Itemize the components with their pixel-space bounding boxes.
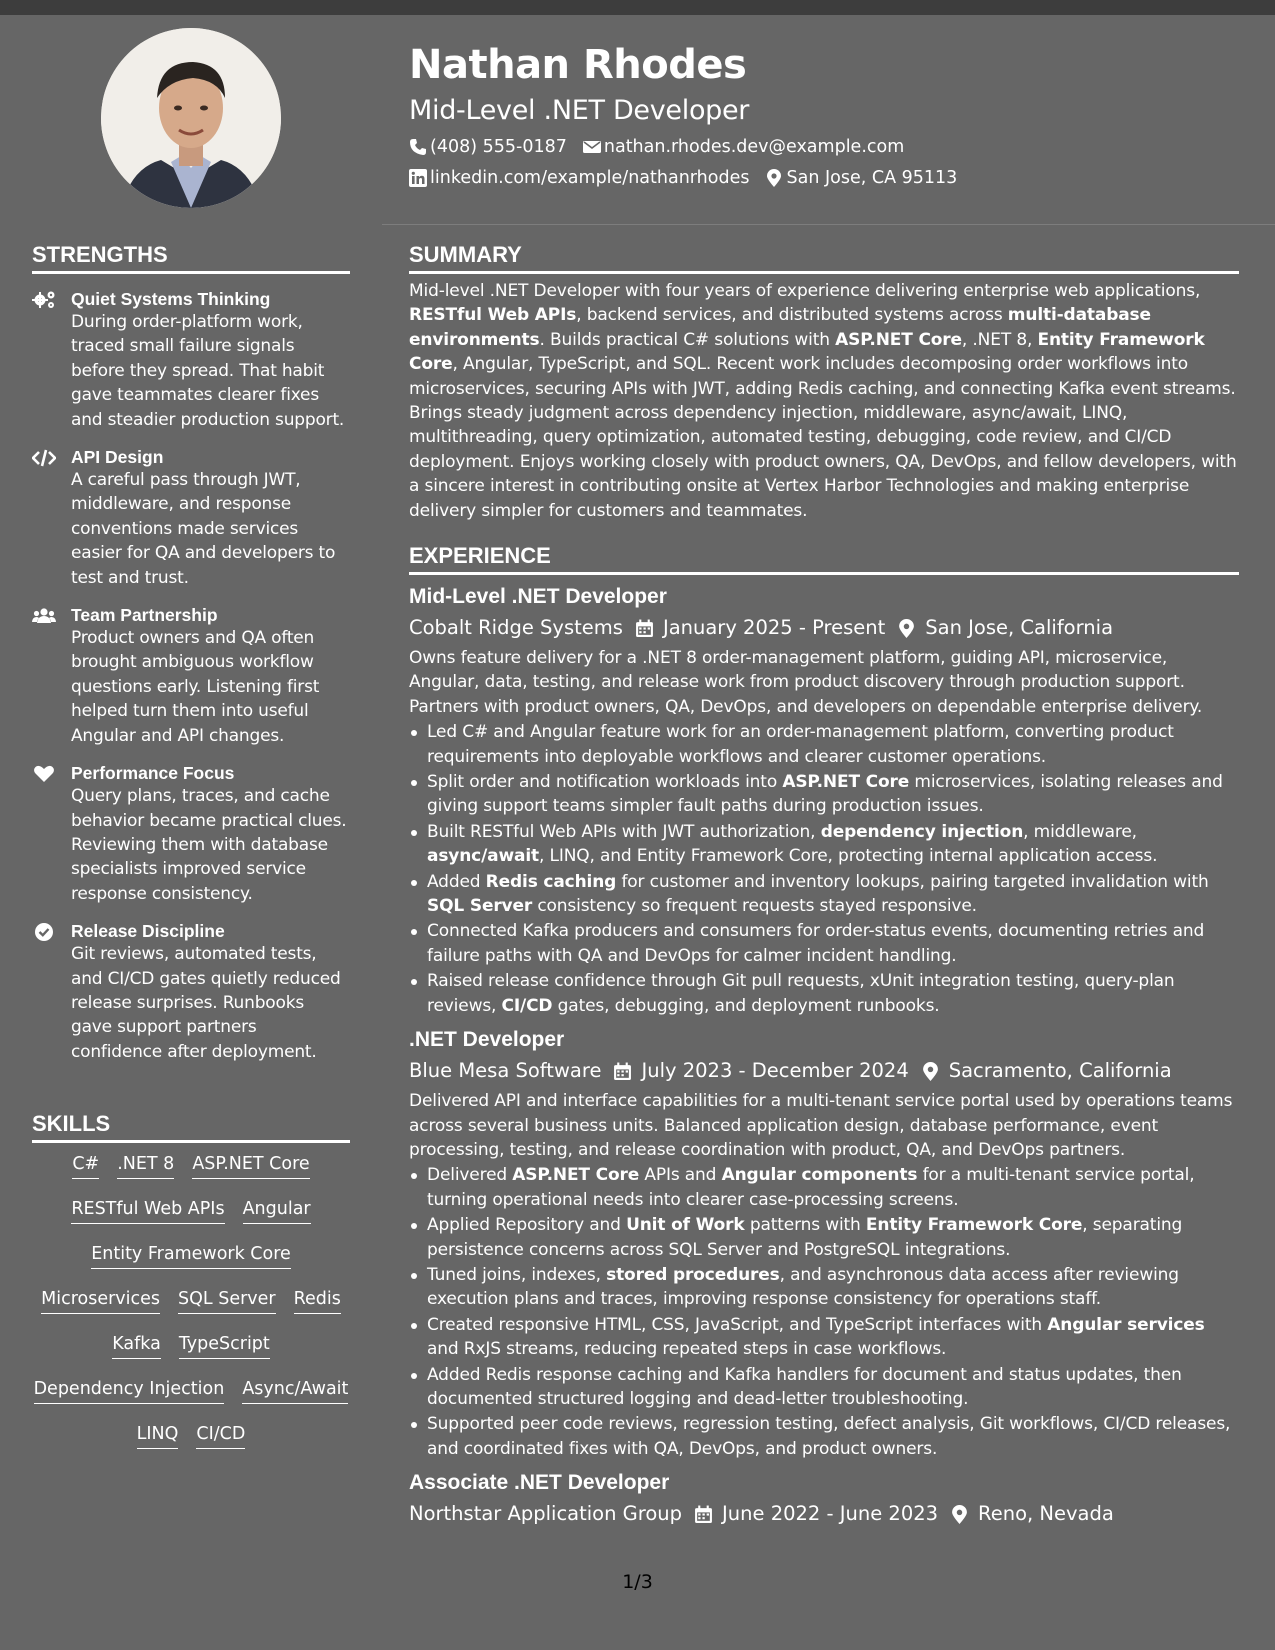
map-pin-icon	[897, 619, 916, 638]
skill-tag: ASP.NET Core	[192, 1152, 309, 1179]
bullet-item	[409, 1313, 1239, 1362]
linkedin-icon	[409, 169, 427, 187]
job-description: Owns feature delivery for a .NET 8 order-management platform, guiding API, microservice, Angular, data, testing, and release work from product discovery through production support. Partners with product owners, QA, DevOps, and developers on dependable enterprise delivery.	[409, 648, 1203, 717]
experience-title: EXPERIENCE	[409, 543, 1239, 575]
bullet-item	[409, 820, 1239, 869]
skill-tag: .NET 8	[117, 1152, 174, 1179]
job-title: .NET Developer	[409, 1028, 565, 1052]
phone-icon	[409, 138, 427, 156]
skills-title: SKILLS	[32, 1111, 350, 1143]
job-company: Northstar Application Group	[409, 1502, 683, 1526]
heart-icon	[32, 764, 56, 784]
text-segment: , backend services, and distributed systems across	[576, 305, 1008, 326]
strength-item	[32, 446, 350, 590]
bullet-item	[409, 1163, 1239, 1212]
job-title: Mid-Level .NET Developer	[409, 585, 667, 608]
skill-tag: Dependency Injection	[34, 1377, 225, 1404]
job-entry	[409, 1470, 1239, 1527]
skill-tag: SQL Server	[178, 1287, 276, 1314]
contact-linkedin[interactable]: linkedin.com/example/nathanrhodes	[409, 167, 749, 189]
strength-desc: Query plans, traces, and cache behavior became practical clues. Reviewing them with database specialists improved service response consistency.	[71, 786, 347, 904]
bullet-item	[409, 919, 1239, 968]
bullet-item	[409, 1363, 1239, 1412]
job-dates: January 2025 - Present	[662, 616, 886, 639]
job-bullets	[409, 720, 1239, 1018]
skill-tag: LINQ	[137, 1422, 179, 1449]
strength-desc: Git reviews, automated tests, and CI/CD gates quietly reduced release surprises. Runbooks gave support partners confidence after deployment.	[71, 944, 341, 1062]
text-segment: consistency so frequent requests stayed responsive.	[532, 896, 977, 917]
bullet-item	[409, 1412, 1239, 1461]
strength-title: Team Partnership	[71, 605, 218, 626]
text-segment: Built RESTful Web APIs with JWT authorization,	[427, 821, 821, 842]
contact-phone: (408) 555-0187	[409, 136, 567, 158]
job-location: Sacramento, California	[948, 1059, 1172, 1083]
skill-row	[32, 1188, 350, 1233]
users-icon	[32, 606, 56, 626]
map-pin-icon	[921, 1062, 940, 1081]
skill-tag: Microservices	[41, 1287, 160, 1314]
skill-tag: C#	[72, 1152, 99, 1179]
bullet-item	[409, 870, 1239, 919]
text-segment: Delivered	[427, 1165, 513, 1186]
calendar-icon	[694, 1505, 713, 1524]
skill-row	[32, 1143, 350, 1188]
text-segment: Led C# and Angular feature work for an order-management platform, converting product requirements into deployable workflows and clearer customer operations.	[427, 722, 1174, 767]
text-segment: and RxJS streams, reducing repeated steps in case workflows.	[427, 1339, 947, 1360]
text-segment: Raised release confidence through Git pull requests, xUnit integration testing, query-plan reviews,	[427, 971, 1175, 1016]
bullet-item	[409, 1213, 1239, 1262]
skill-tag: Async/Await	[242, 1377, 348, 1404]
text-segment: , LINQ, and Entity Framework Core, protecting internal application access.	[539, 846, 1158, 867]
text-segment: Split order and notification workloads into	[427, 772, 783, 793]
job-dates: July 2023 - December 2024	[641, 1059, 909, 1083]
text-segment: for a multi-tenant service portal, turning operational needs into clearer case-processing screens.	[427, 1165, 1195, 1210]
skill-row	[32, 1278, 350, 1323]
skill-tag: Angular	[243, 1197, 311, 1224]
job-company: Blue Mesa Software	[409, 1059, 602, 1083]
calendar-icon	[613, 1062, 632, 1081]
text-segment: , and asynchronous data access after reviewing execution plans and traces, improving response consistency for operations staff.	[427, 1264, 1179, 1310]
contact-row-1	[409, 136, 920, 158]
skill-row	[32, 1413, 350, 1458]
strength-title: Release Discipline	[71, 921, 225, 942]
job-dates: June 2022 - June 2023	[722, 1502, 939, 1526]
map-pin-icon	[765, 169, 783, 187]
contact-location: San Jose, CA 95113	[765, 167, 957, 189]
skill-tag: Kafka	[112, 1332, 161, 1359]
job-entry	[409, 1027, 1239, 1461]
skill-tag: Redis	[294, 1287, 341, 1314]
code-icon	[32, 448, 56, 468]
text-segment: APIs and	[639, 1165, 722, 1186]
skill-tag: TypeScript	[179, 1332, 270, 1359]
job-meta	[409, 1501, 1239, 1527]
strength-title: Quiet Systems Thinking	[71, 289, 271, 309]
bold-text: Entity Framework Core	[409, 329, 1205, 375]
envelope-icon	[583, 138, 601, 156]
text-segment: , middleware,	[1023, 821, 1137, 842]
strength-item	[32, 762, 350, 906]
text-segment: microservices, isolating releases and giving support teams simpler fault paths during production issues.	[427, 772, 1223, 817]
map-pin-icon	[950, 1505, 969, 1524]
text-segment: Added	[427, 871, 486, 892]
bold-text: Redis caching	[485, 871, 617, 892]
job-bullets	[409, 1163, 1239, 1461]
page-number: 1/3	[622, 1571, 653, 1593]
strength-title: API Design	[71, 447, 164, 468]
contact-row-2	[409, 167, 973, 189]
strengths-section	[32, 242, 350, 1064]
strength-desc: A careful pass through JWT, middleware, and response conventions made services easier for QA and developers to test and trust.	[71, 470, 336, 588]
skill-tag: RESTful Web APIs	[71, 1197, 224, 1224]
job-title: Associate .NET Developer	[409, 1471, 670, 1495]
strength-desc: During order-platform work, traced small failure signals before they spread. That habit gave teammates clearer fixes and steadier production support.	[71, 312, 345, 430]
summary-text	[409, 279, 1239, 523]
job-meta	[409, 1058, 1239, 1084]
avatar	[101, 28, 281, 208]
strengths-title: STRENGTHS	[32, 242, 350, 274]
job-company: Cobalt Ridge Systems	[409, 616, 623, 639]
calendar-icon	[635, 619, 654, 638]
experience-section	[409, 543, 1239, 1527]
candidate-title: Mid-Level .NET Developer	[409, 95, 750, 126]
bold-text: ASP.NET Core	[782, 772, 910, 793]
bold-text: Angular components	[721, 1165, 918, 1186]
gears-icon	[32, 290, 56, 310]
job-location: Reno, Nevada	[978, 1502, 1114, 1526]
job-description: Delivered API and interface capabilities for a multi-tenant service portal used by operations teams across several business units. Balanced application design, database performance, event processing, testing, and release coordination with product, QA, and DevOps partners.	[409, 1091, 1233, 1160]
bold-text: Unit of Work	[626, 1215, 745, 1236]
bold-text: CI/CD	[501, 995, 553, 1016]
bold-text: stored procedures	[606, 1264, 780, 1285]
summary-section	[409, 242, 1239, 523]
skill-row	[32, 1368, 350, 1413]
skill-tag: Entity Framework Core	[91, 1242, 291, 1269]
text-segment: patterns with	[744, 1215, 866, 1236]
bullet-item	[409, 969, 1239, 1018]
bold-text: SQL Server	[427, 896, 533, 917]
text-segment: Tuned joins, indexes,	[427, 1264, 607, 1285]
text-segment: Created responsive HTML, CSS, JavaScript, and TypeScript interfaces with	[427, 1314, 1048, 1335]
bold-text: ASP.NET Core	[512, 1165, 640, 1186]
bold-text: multi-database environments	[409, 305, 1151, 350]
bold-text: RESTful Web APIs	[409, 305, 577, 326]
text-segment: Supported peer code reviews, regression testing, defect analysis, Git workflows, CI/CD releases, and coordinated fixes with QA, DevOps, and product owners.	[427, 1414, 1231, 1459]
text-segment: Applied Repository and	[427, 1215, 627, 1236]
header-divider	[382, 224, 1275, 225]
strength-desc: Product owners and QA often brought ambiguous workflow questions early. Listening first helped turn them into useful Angular and API changes.	[71, 628, 320, 746]
text-segment: for customer and inventory lookups, pairing targeted invalidation with	[616, 871, 1209, 892]
candidate-name: Nathan Rhodes	[409, 42, 747, 88]
text-segment: gates, debugging, and deployment runbooks.	[552, 995, 940, 1016]
job-meta	[409, 615, 1239, 641]
text-segment: . Builds practical C# solutions with	[539, 329, 836, 350]
strength-title: Performance Focus	[71, 763, 235, 784]
bullet-item	[409, 720, 1239, 769]
skill-row	[32, 1323, 350, 1368]
top-bar	[0, 0, 1275, 15]
bullet-item	[409, 1263, 1239, 1312]
strength-item	[32, 604, 350, 748]
bold-text: async/await	[427, 846, 540, 867]
bold-text: ASP.NET Core	[835, 329, 962, 350]
bold-text: dependency injection	[820, 821, 1024, 842]
job-entry	[409, 584, 1239, 1018]
text-segment: Added Redis response caching and Kafka handlers for document and status updates, then documented structured logging and dead-letter troubleshooting.	[427, 1364, 1182, 1409]
skill-tag: CI/CD	[196, 1422, 245, 1449]
bold-text: Entity Framework Core	[865, 1215, 1083, 1236]
bullet-item	[409, 770, 1239, 819]
text-segment: , .NET 8,	[961, 329, 1038, 350]
skill-row	[32, 1233, 350, 1278]
contact-email[interactable]: nathan.rhodes.dev@example.com	[583, 136, 904, 158]
strength-item	[32, 288, 350, 432]
text-segment: Mid-level .NET Developer with four years of experience delivering enterprise web applications,	[409, 281, 1201, 301]
text-segment: , Angular, TypeScript, and SQL. Recent work includes decomposing order workflows into microservices, securing APIs with JWT, adding Redis caching, and connecting Kafka event streams. Brings steady judgment across dependency injection, middleware, async/await, LINQ, multithreading, query optimization, automated testing, debugging, code review, and CI/CD deployment. Enjoys working closely with product owners, QA, DevOps, and fellow developers, with a sincere interest in contributing onsite at Vertex Harbor Technologies and making enterprise delivery simpler for customers and teammates.	[409, 354, 1237, 521]
summary-title: SUMMARY	[409, 242, 1239, 274]
skills-section	[32, 1111, 350, 1458]
strength-item	[32, 920, 350, 1064]
bold-text: Angular services	[1047, 1314, 1205, 1335]
check-circle-icon	[32, 922, 56, 942]
text-segment: Connected Kafka producers and consumers for order-status events, documenting retries and failure paths with QA and DevOps for calmer incident handling.	[427, 921, 1205, 966]
text-segment: , separating persistence concerns across SQL Server and PostgreSQL integrations.	[427, 1215, 1183, 1260]
job-location: San Jose, California	[925, 616, 1114, 639]
